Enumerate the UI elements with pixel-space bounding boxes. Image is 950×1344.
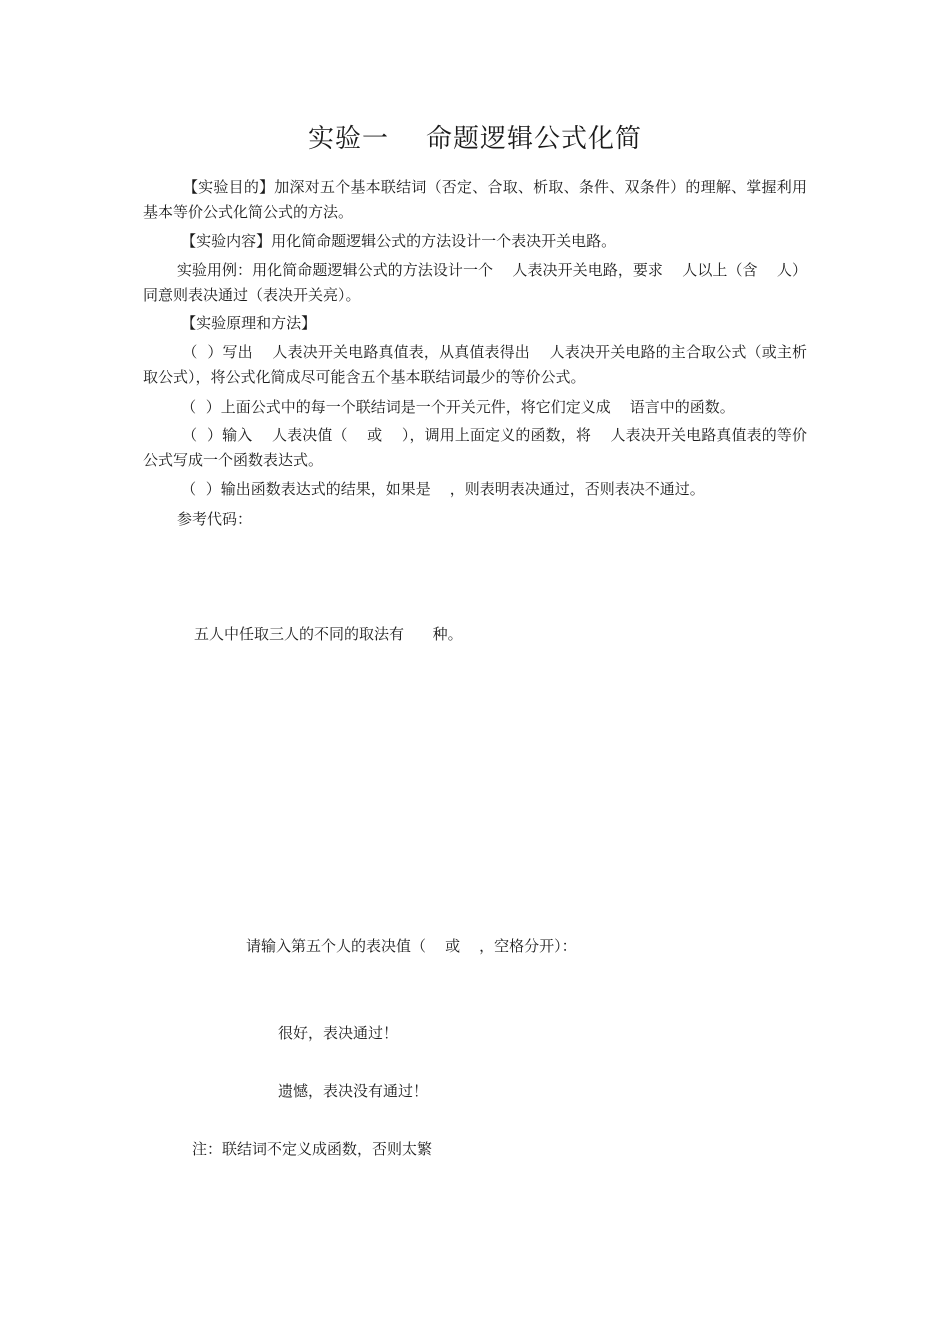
principle-heading: 【实验原理和方法】 bbox=[143, 314, 317, 332]
purpose-paragraph: 【实验目的】加深对五个基本联结词（否定、合取、析取、条件、双条件）的理解、掌握利用基本等价公式化简公式的方法。 bbox=[143, 178, 807, 221]
combinations-line: 五人中任取三人的不同的取法有 种。 bbox=[194, 625, 463, 643]
input-prompt-line: 请输入第五个人的表决值（ 或 ，空格分开）： bbox=[246, 937, 577, 955]
step-1-paragraph: （ ）写出 人表决开关电路真值表，从真值表得出 人表决开关电路的主合取公式（或主析取公式），将公式化简成尽可能含五个基本联结词最少的等价公式。 bbox=[143, 343, 807, 386]
step-3-paragraph: （ ）输入 人表决值（ 或 ），调用上面定义的函数，将 人表决开关电路真值表的等价公式写成一个函数表达式。 bbox=[143, 426, 807, 469]
fail-message-line: 遗憾，表决没有通过！ bbox=[278, 1082, 429, 1100]
page-title: 实验一 命题逻辑公式化简 bbox=[307, 124, 643, 154]
reference-code-label: 参考代码： bbox=[177, 510, 253, 528]
example-paragraph: 实验用例：用化简命题逻辑公式的方法设计一个 人表决开关电路，要求 人以上（含 人）同意则表决通过（表决开关亮）。 bbox=[143, 261, 807, 304]
pass-message-line: 很好，表决通过！ bbox=[278, 1024, 399, 1042]
note-line: 注：联结词不定义成函数，否则太繁 bbox=[192, 1140, 433, 1158]
step-4-paragraph: （ ）输出函数表达式的结果，如果是 ，则表明表决通过，否则表决不通过。 bbox=[143, 480, 705, 498]
step-2-paragraph: （ ）上面公式中的每一个联结词是一个开关元件，将它们定义成 语言中的函数。 bbox=[143, 398, 735, 416]
content-paragraph: 【实验内容】用化简命题逻辑公式的方法设计一个表决开关电路。 bbox=[143, 232, 617, 250]
